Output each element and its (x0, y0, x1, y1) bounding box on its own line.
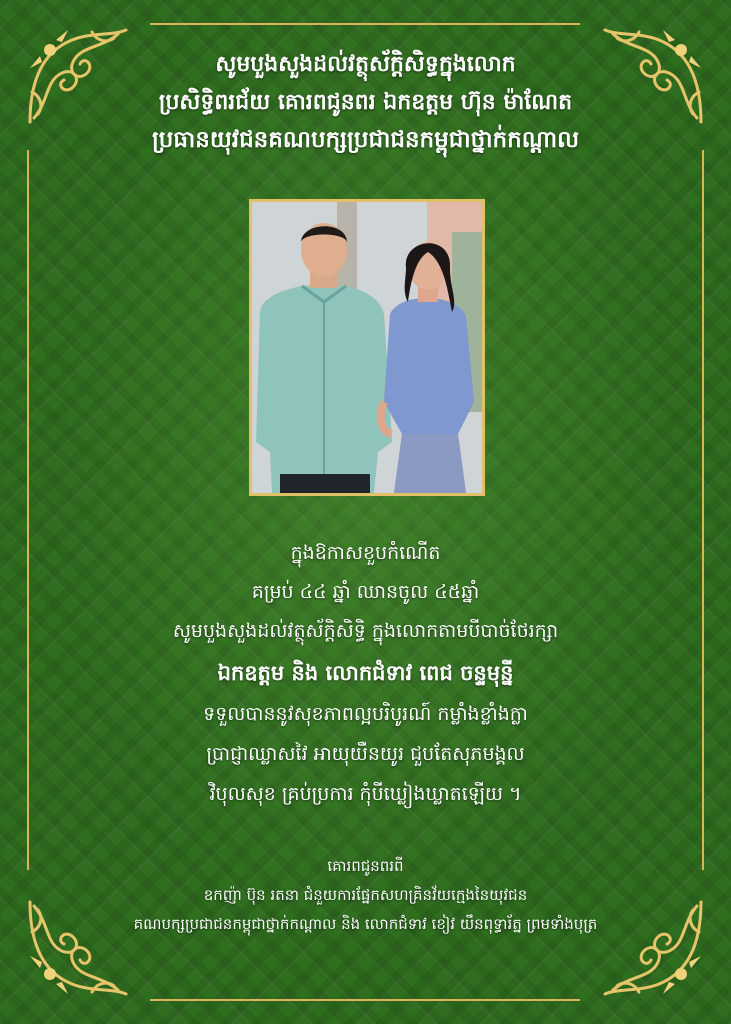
body-line-5: ទទួលបាននូវសុខភាពល្អបរិបូរណ៍ កម្លាំងខ្លាំងក្លា (203, 703, 528, 725)
ornament-corner-bottom-right-icon (599, 892, 709, 1002)
footer-line-2: ឧកញ៉ា ប៊ុន រតនា ជំនួយការផ្នែកសហគ្រិនវ័យក្មេងនៃយុវជន (203, 886, 528, 904)
header-line-3: ប្រធានយុវជនគណបក្សប្រជាជនកម្ពុជាថ្នាក់កណ្តាល (151, 127, 580, 153)
frame-top-line (150, 23, 580, 25)
body-line-4-names: ឯកឧត្តម និង លោកជំទាវ ពេជ ចន្ទមុន្នី (217, 661, 514, 685)
body-line-1: ក្នុងឱកាសខួបកំណើត (290, 542, 441, 564)
body-line-6: ប្រាជ្ញាឈ្លាសវៃ អាយុយឺនយូរ ជួបតែសុភមង្គល (206, 743, 525, 765)
header-line-2: ប្រសិទ្ធិពរជ័យ គោរពជូនពរ ឯកឧត្តម ហ៊ុន ម៉ាណែត (158, 90, 573, 115)
body-line-3: សូមបួងសួងដល់វត្ថុស័ក្តិសិទ្ធិ ក្នុងលោកតាមបីបាច់ថែរក្សា (172, 620, 559, 642)
body-line-7: វិបុលសុខ គ្រប់ប្រការ កុំបីឃ្លៀងឃ្លាតឡើយ ។ (209, 783, 522, 805)
couple-photo (249, 199, 485, 496)
ornament-corner-bottom-left-icon (22, 892, 132, 1002)
frame-bottom-line (150, 999, 580, 1001)
footer-line-3: គណបក្សប្រជាជនកម្ពុជាថ្នាក់កណ្តាល និង លោកជំទាវ ខៀវ យឹនពុទ្ធារ័ត្ន ព្រមទាំងបុត្រ (133, 915, 598, 933)
footer-line-1: គោរពជូនពរពី (327, 857, 404, 875)
body-line-2: គម្រប់ ៤៤ ឆ្នាំ ឈានចូល ៤៥ឆ្នាំ (251, 581, 480, 603)
header-line-1: សូមបួងសួងដល់វត្ថុស័ក្តិសិទ្ធក្នុងលោក (215, 52, 516, 77)
